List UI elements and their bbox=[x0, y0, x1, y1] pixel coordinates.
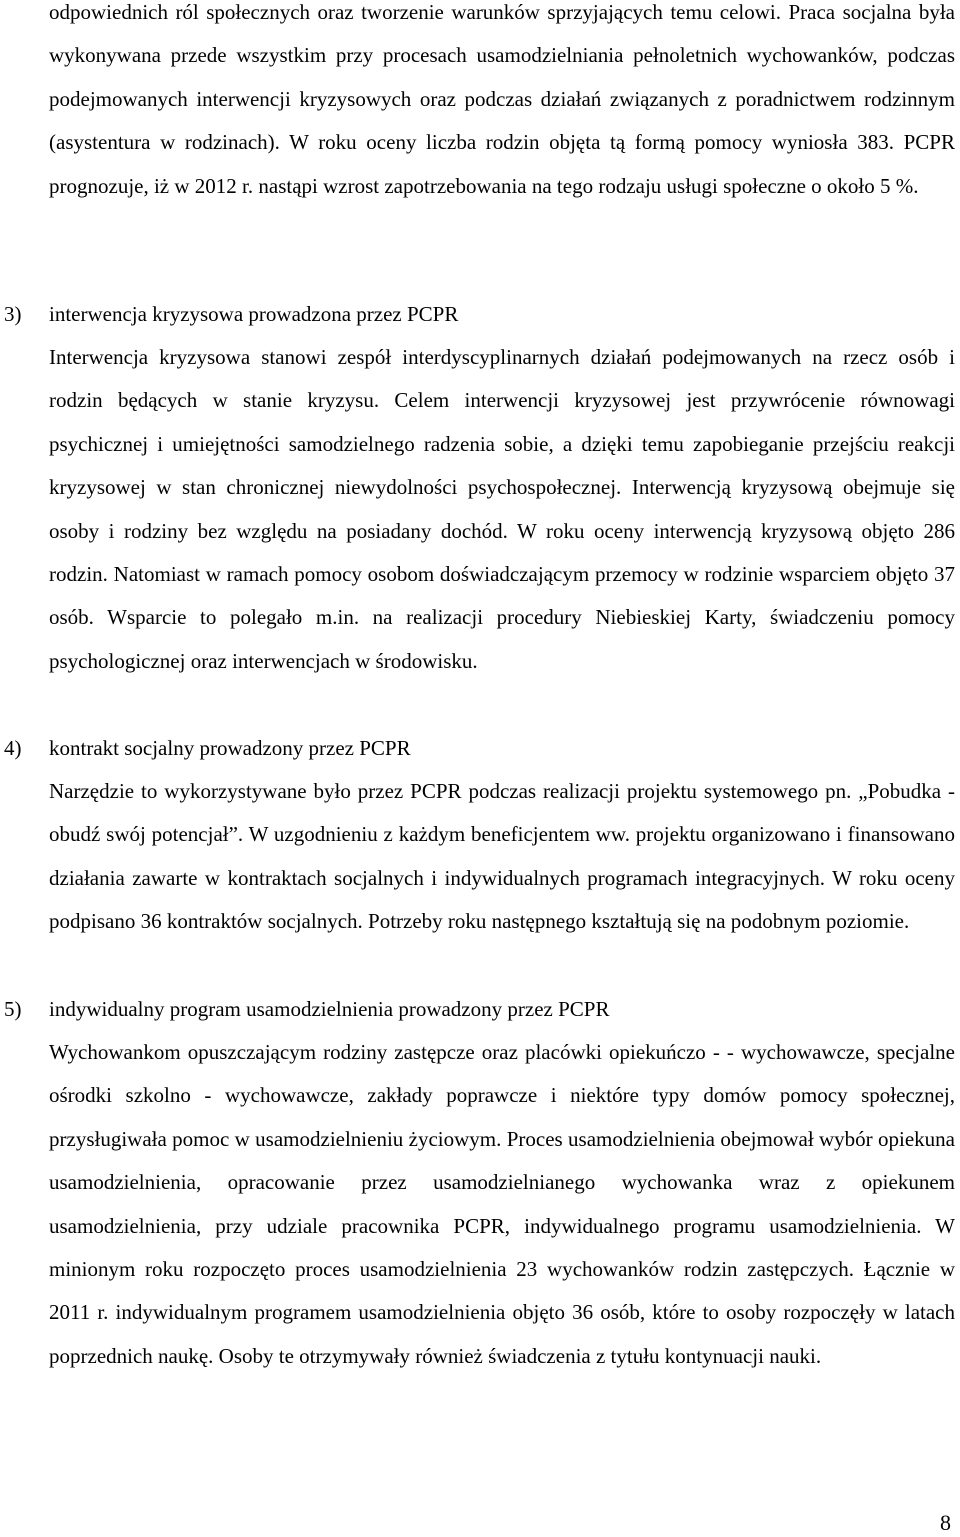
item-5-title: indywidualny program usamodzielnienia prowadzony przez PCPR bbox=[49, 997, 610, 1021]
item-3-number: 3) bbox=[4, 302, 22, 326]
item-4-title: kontrakt socjalny prowadzony przez PCPR bbox=[49, 736, 411, 760]
intro-paragraph: odpowiednich ról społecznych oraz tworzenie warunków sprzyjających temu celowi. Praca socjalna była wykonywana przede wszystkim przy procesach usamodzielniania pełnoletnich wychowanków, podczas podejmowanych interwencji kryzysowych oraz podczas działań związanych z poradnictwem rodzinnym (asystentura w rodzinach). W roku oceny liczba rodzin objęta tą formą pomocy wyniosła 383. PCPR prognozuje, iż w 2012 r. nastąpi wzrost zapotrzebowania na tego rodzaju usługi społeczne o około 5 %. bbox=[49, 0, 955, 198]
item-3-heading bbox=[4, 293, 458, 336]
item-4-number: 4) bbox=[4, 736, 22, 760]
item-5-heading bbox=[4, 988, 609, 1031]
item-3-body: Interwencja kryzysowa stanowi zespół interdyscyplinarnych działań podejmowanych na rzecz osób i rodzin będących w stanie kryzysu. Celem interwencji kryzysowej jest przywrócenie równowagi psychicznej i umiejętności samodzielnego radzenia sobie, a dzięki temu zapobieganie przejściu reakcji kryzysowej w stan chronicznej niewydolności psychospołecznej. Interwencją kryzysową obejmuje się osoby i rodziny bez względu na posiadany dochód. W roku oceny interwencją kryzysową objęto 286 rodzin. Natomiast w ramach pomocy osobom doświadczającym przemocy w rodzinie wsparciem objęto 37 osób. Wsparcie to polegało m.in. na realizacji procedury Niebieskiej Karty, świadczeniu pomocy psychologicznej oraz interwencjach w środowisku. bbox=[49, 345, 955, 673]
item-4-heading bbox=[4, 727, 411, 770]
item-5-number: 5) bbox=[4, 997, 22, 1021]
item-3-title: interwencja kryzysowa prowadzona przez PCPR bbox=[49, 302, 459, 326]
item-5-body: Wychowankom opuszczającym rodziny zastępcze oraz placówki opiekuńczo - - wychowawcze, specjalne ośrodki szkolno - wychowawcze, zakłady poprawcze i niektóre typy domów pomocy społecznej, przysługiwała pomoc w usamodzielnieniu życiowym. Proces usamodzielnienia obejmował wybór opiekuna usamodzielnienia, opracowanie przez usamodzielnianego wychowanka wraz z opiekunem usamodzielnienia, przy udziale pracownika PCPR, indywidualnego programu usamodzielnienia. W minionym roku rozpoczęto proces usamodzielnienia 23 wychowanków rodzin zastępczych. Łącznie w 2011 r. indywidualnym programem usamodzielnienia objęto 36 osób, które to osoby rozpoczęły w latach poprzednich naukę. Osoby te otrzymywały również świadczenia z tytułu kontynuacji nauki. bbox=[49, 1040, 955, 1368]
page-number: 8 bbox=[940, 1510, 951, 1535]
item-4-body: Narzędzie to wykorzystywane było przez PCPR podczas realizacji projektu systemowego pn. „Pobudka - obudź swój potencjał”. W uzgodnieniu z każdym beneficjentem ww. projektu organizowano i finansowano działania zawarte w kontraktach socjalnych i indywidualnych programach integracyjnych. W roku oceny podpisano 36 kontraktów socjalnych. Potrzeby roku następnego kształtują się na podobnym poziomie. bbox=[49, 779, 955, 934]
